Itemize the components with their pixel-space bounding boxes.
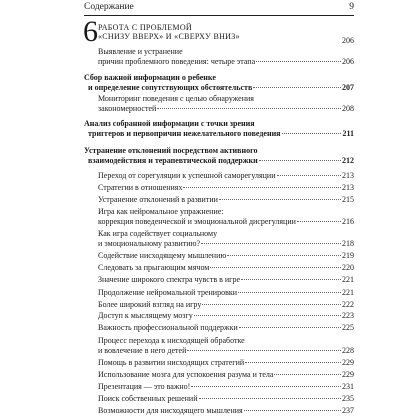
toc-entry-text: Презентация — это важно! — [98, 382, 191, 391]
toc-page-number: 222 — [342, 300, 354, 309]
toc-entry-text: триггеров и первопричин нежелательного поведения — [88, 129, 281, 138]
toc-entry-row — [84, 288, 354, 298]
toc-entry-row — [84, 183, 354, 193]
toc-entry-text-line: Анализ собранной информации с точки зрения — [84, 119, 255, 128]
toc-subsection-entry — [84, 207, 354, 227]
dot-leader — [238, 292, 341, 293]
toc-subsection-entry — [84, 94, 354, 114]
dot-leader — [245, 362, 341, 363]
toc-entry-row — [84, 358, 354, 368]
toc-entry-text-line: Сбор важной информации о ребенке — [84, 73, 216, 82]
toc-entry-row — [84, 217, 354, 227]
dot-leader — [253, 87, 341, 88]
toc-entry-text: Значение широкого спектра чувств в игре — [98, 275, 240, 284]
toc-entry-row — [84, 382, 354, 392]
toc-entry-text: и эмоциональному развитию? — [98, 239, 201, 248]
toc-page-number: 208 — [342, 104, 354, 113]
toc-entry-row — [84, 300, 354, 310]
dot-leader — [202, 304, 341, 305]
toc-entry-text: Доступ к мыслящему мозгу — [98, 311, 193, 320]
toc-entry-row — [84, 406, 354, 416]
toc-entry-row — [84, 275, 354, 285]
toc-entry-text: Продолжение нейромальной тренировки — [98, 288, 238, 297]
toc-entry-row — [84, 370, 354, 380]
toc-entry-text: закономерностей — [98, 104, 157, 113]
toc-page-number: 219 — [342, 251, 354, 260]
toc-subsection-entry — [84, 171, 354, 181]
dot-leader — [187, 350, 341, 351]
dot-leader — [239, 327, 341, 328]
toc-page-number: 228 — [342, 346, 354, 355]
toc-subsection-entry — [84, 323, 354, 333]
toc-entry-row — [84, 57, 354, 67]
toc-subsection-entry — [84, 183, 354, 193]
toc-entry-row — [84, 129, 354, 139]
dot-leader — [219, 199, 341, 200]
toc-page-number: 221 — [342, 275, 354, 284]
toc-entry-text: причин проблемного поведения: четыре этапа — [98, 57, 256, 66]
toc-page-number: 235 — [342, 394, 354, 403]
dot-leader — [227, 255, 341, 256]
toc-page-number: 231 — [342, 382, 354, 391]
dot-leader — [201, 243, 341, 244]
toc-entry-row — [84, 156, 354, 166]
toc-subsection-entry — [84, 47, 354, 67]
toc-entry-text-line: Процесс перехода к нисходящей обработке — [98, 336, 245, 345]
toc-entry-row — [84, 394, 354, 404]
toc-entry-text-line: Устранение отклонений посредством активного — [84, 146, 258, 155]
header-page-number: 9 — [349, 2, 354, 12]
toc-entry-text: Более широкий взгляд на игру — [98, 300, 202, 309]
toc-page-number: 212 — [342, 156, 354, 165]
toc-page-number: 221 — [342, 288, 354, 297]
toc-subsection-entry — [84, 382, 354, 392]
dot-leader — [210, 267, 341, 268]
header-title: Содержание — [84, 2, 134, 12]
toc-subsection-entry — [84, 311, 354, 321]
dot-leader — [191, 386, 341, 387]
toc-page-number: 229 — [342, 370, 354, 379]
dot-leader — [157, 108, 341, 109]
toc-page-number: 218 — [342, 239, 354, 248]
toc-subsection-entry — [84, 336, 354, 356]
toc-entry-text: Содействие нисходящему мышлению — [98, 251, 227, 260]
toc-entry-row — [84, 171, 354, 181]
toc-entry-text-line: Выявление и устранение — [98, 47, 183, 56]
toc-section-entry — [84, 146, 354, 166]
toc-entry-text: Поиск собственных решений — [98, 394, 198, 403]
running-header — [84, 2, 354, 16]
toc-entry-row — [84, 263, 354, 273]
dot-leader — [199, 398, 342, 399]
chapter-title-line-1: РАБОТА С ПРОБЛЕМОЙ — [98, 23, 192, 32]
toc-entry-row — [84, 239, 354, 249]
chapter-page-number: 206 — [342, 36, 354, 45]
dot-leader — [241, 279, 341, 280]
toc-entry-text: и определение сопутствующих обстоятельств — [88, 83, 253, 92]
toc-entry-row — [84, 195, 354, 205]
toc-entry-text: Стратегии в отношениях — [98, 183, 183, 192]
toc-entry-row — [84, 251, 354, 261]
chapter-heading — [83, 15, 354, 50]
toc-page-number: 223 — [342, 311, 354, 320]
toc-entry-text: коррекция поведенческой и эмоциональной дисрегуляции — [98, 217, 296, 226]
toc-entry-text: Переход от сорегуляции к успешной саморегуляции — [98, 171, 276, 180]
toc-page-number: 237 — [342, 406, 354, 415]
dot-leader — [244, 410, 341, 411]
toc-subsection-entry — [84, 275, 354, 285]
toc-subsection-entry — [84, 358, 354, 368]
toc-entry-text: Важность профессиональной поддержки — [98, 323, 238, 332]
dot-leader — [274, 374, 341, 375]
toc-subsection-entry — [84, 370, 354, 380]
toc-entry-text: Использование мозга для успокоения разума и тела — [98, 370, 274, 379]
toc-section-entry — [84, 119, 354, 139]
toc-subsection-entry — [84, 263, 354, 273]
toc-page-number: 207 — [342, 83, 354, 92]
dot-leader — [256, 61, 341, 62]
toc-entry-row — [84, 311, 354, 321]
toc-entry-text-line: Мониторинг поведения с целью обнаружения — [98, 94, 254, 103]
toc-subsection-entry — [84, 288, 354, 298]
toc-subsection-entry — [84, 300, 354, 310]
toc-entry-text: Возможности для нисходящего мышления — [98, 406, 243, 415]
dot-leader — [282, 133, 342, 134]
toc-entry-text-line: Игра как нейромальное упражнение: — [98, 207, 224, 216]
toc-page-number: 225 — [342, 323, 354, 332]
toc-subsection-entry — [84, 229, 354, 249]
toc-entry-text: Следовать за прыгающим мячом — [98, 263, 210, 272]
toc-subsection-entry — [84, 251, 354, 261]
toc-entry-row — [84, 346, 354, 356]
toc-entry-text-line: Как игра содействует социальному — [98, 229, 218, 238]
toc-entry-row — [84, 104, 354, 114]
toc-entry-row — [84, 83, 354, 93]
dot-leader — [277, 175, 342, 176]
dot-leader — [297, 221, 341, 222]
toc-page-number: 213 — [342, 171, 354, 180]
toc-page-number: 206 — [342, 57, 354, 66]
toc-page-number: 213 — [342, 183, 354, 192]
toc-entry-text: и вовлечение в него детей — [98, 346, 187, 355]
toc-section-entry — [84, 73, 354, 93]
dot-leader — [194, 315, 341, 316]
toc-page-number: 216 — [342, 217, 354, 226]
toc-entry-text: взаимодействия и терапевтической поддержки — [88, 156, 258, 165]
toc-entry-text: Помощь в развитии нисходящих стратегий — [98, 358, 245, 367]
toc-subsection-entry — [84, 406, 354, 416]
toc-entry-text: Устранение отклонений в развитии — [98, 195, 218, 204]
dot-leader — [183, 187, 341, 188]
toc-page-number: 220 — [342, 263, 354, 272]
toc-page-number: 211 — [342, 129, 354, 138]
toc-page-number: 229 — [342, 358, 354, 367]
toc-subsection-entry — [84, 195, 354, 205]
dot-leader — [259, 160, 341, 161]
toc-entry-row — [84, 323, 354, 333]
toc-page-number: 215 — [342, 195, 354, 204]
chapter-number: 6 — [83, 15, 98, 48]
toc-subsection-entry — [84, 394, 354, 404]
chapter-title-line-2: «СНИЗУ ВВЕРХ» И «СВЕРХУ ВНИЗ» — [98, 32, 240, 41]
